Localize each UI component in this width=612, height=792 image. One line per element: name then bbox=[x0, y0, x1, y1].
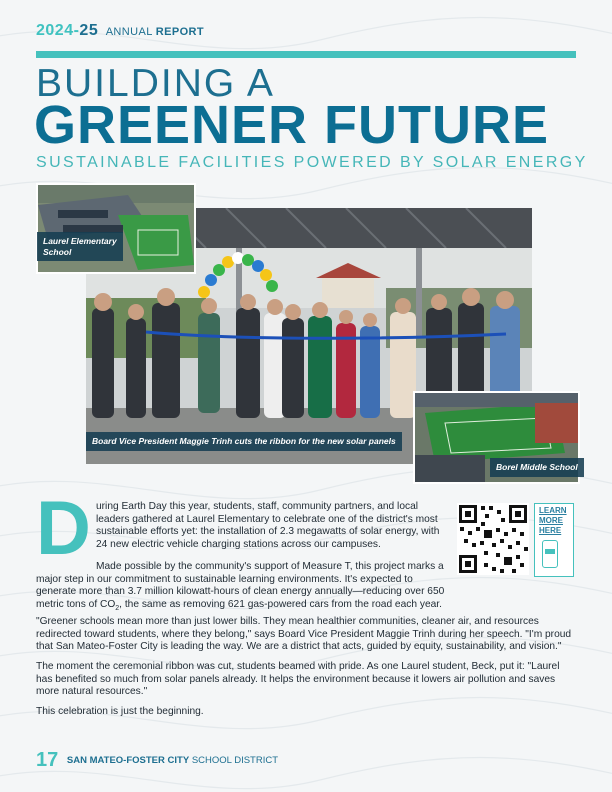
ribbon-caption: Board Vice President Maggie Trinh cuts the ribbon for the new solar panels bbox=[86, 432, 402, 451]
article-paragraph-4: The moment the ceremonial ribbon was cut, students beamed with pride. As one Laurel student, Beck, put it: "Laurel has benefited so much from solar panels already. It helps the environment because it lowers air pollution and saves more natural resources." bbox=[36, 661, 560, 698]
page-number: 17 bbox=[36, 749, 59, 771]
co2-subscript: 2 bbox=[115, 604, 120, 612]
report-label: REPORT bbox=[155, 26, 205, 38]
phone-icon bbox=[542, 540, 558, 568]
article-paragraph-2 bbox=[36, 561, 450, 615]
article-paragraph-3: "Greener schools mean more than just lower bills. They mean healthier communities, cleaner air, and resources redirected toward students, where they belong," says Board Vice President Maggie Trinh during her speech. "I'm proud that San Mateo-Foster City is leading the way. We are a district that acts, guided by equity, sustainability, and vision." bbox=[36, 616, 572, 653]
header-divider bbox=[36, 51, 576, 58]
page-subtitle: SUSTAINABLE FACILITIES POWERED BY SOLAR ENERGY bbox=[36, 154, 588, 171]
qr-code-icon[interactable] bbox=[457, 503, 529, 575]
learn-more-link[interactable] bbox=[534, 503, 574, 577]
p2-text-pre: Made possible by the community's support of Measure T, this project marks a major step in our commitment to sustainable learning environments. It's expected to generate more than 3.7 million kilowatt-hours of clean energy annually—reducing over 650 metric tons of CO bbox=[36, 561, 445, 610]
learn-more-text bbox=[539, 506, 567, 536]
report-header bbox=[36, 22, 204, 40]
borel-caption: Borel Middle School bbox=[490, 458, 584, 477]
p2-text-post: , the same as removing 621 gas-powered cars from the road each year. bbox=[119, 598, 442, 610]
learn-line-1: LEARN bbox=[539, 506, 567, 515]
drop-cap: D bbox=[36, 486, 91, 571]
district-name-rest: SCHOOL DISTRICT bbox=[191, 755, 279, 766]
laurel-caption: Laurel Elementary School bbox=[37, 232, 123, 261]
year-end: 25 bbox=[79, 22, 99, 39]
article-paragraph-1: uring Earth Day this year, students, staff, community partners, and local leaders gathered at Laurel Elementary to celebrate one of the district's most sustainable efforts yet: the installation of 2.3 megawatts of solar energy, with 24 new electric vehicle charging stations across our campuses. bbox=[96, 501, 440, 550]
year-start: 2024- bbox=[36, 22, 80, 39]
learn-line-3: HERE bbox=[539, 526, 562, 535]
district-name-bold: SAN MATEO-FOSTER CITY bbox=[66, 755, 190, 766]
page-footer bbox=[36, 749, 278, 772]
page-title-line2: GREENER FUTURE bbox=[34, 95, 550, 155]
article-paragraph-5: This celebration is just the beginning. bbox=[36, 706, 204, 717]
learn-line-2: MORE bbox=[539, 516, 563, 525]
qr-section[interactable] bbox=[457, 503, 575, 577]
annual-label: ANNUAL bbox=[105, 26, 153, 38]
page-title-line1: BUILDING A bbox=[36, 62, 275, 105]
